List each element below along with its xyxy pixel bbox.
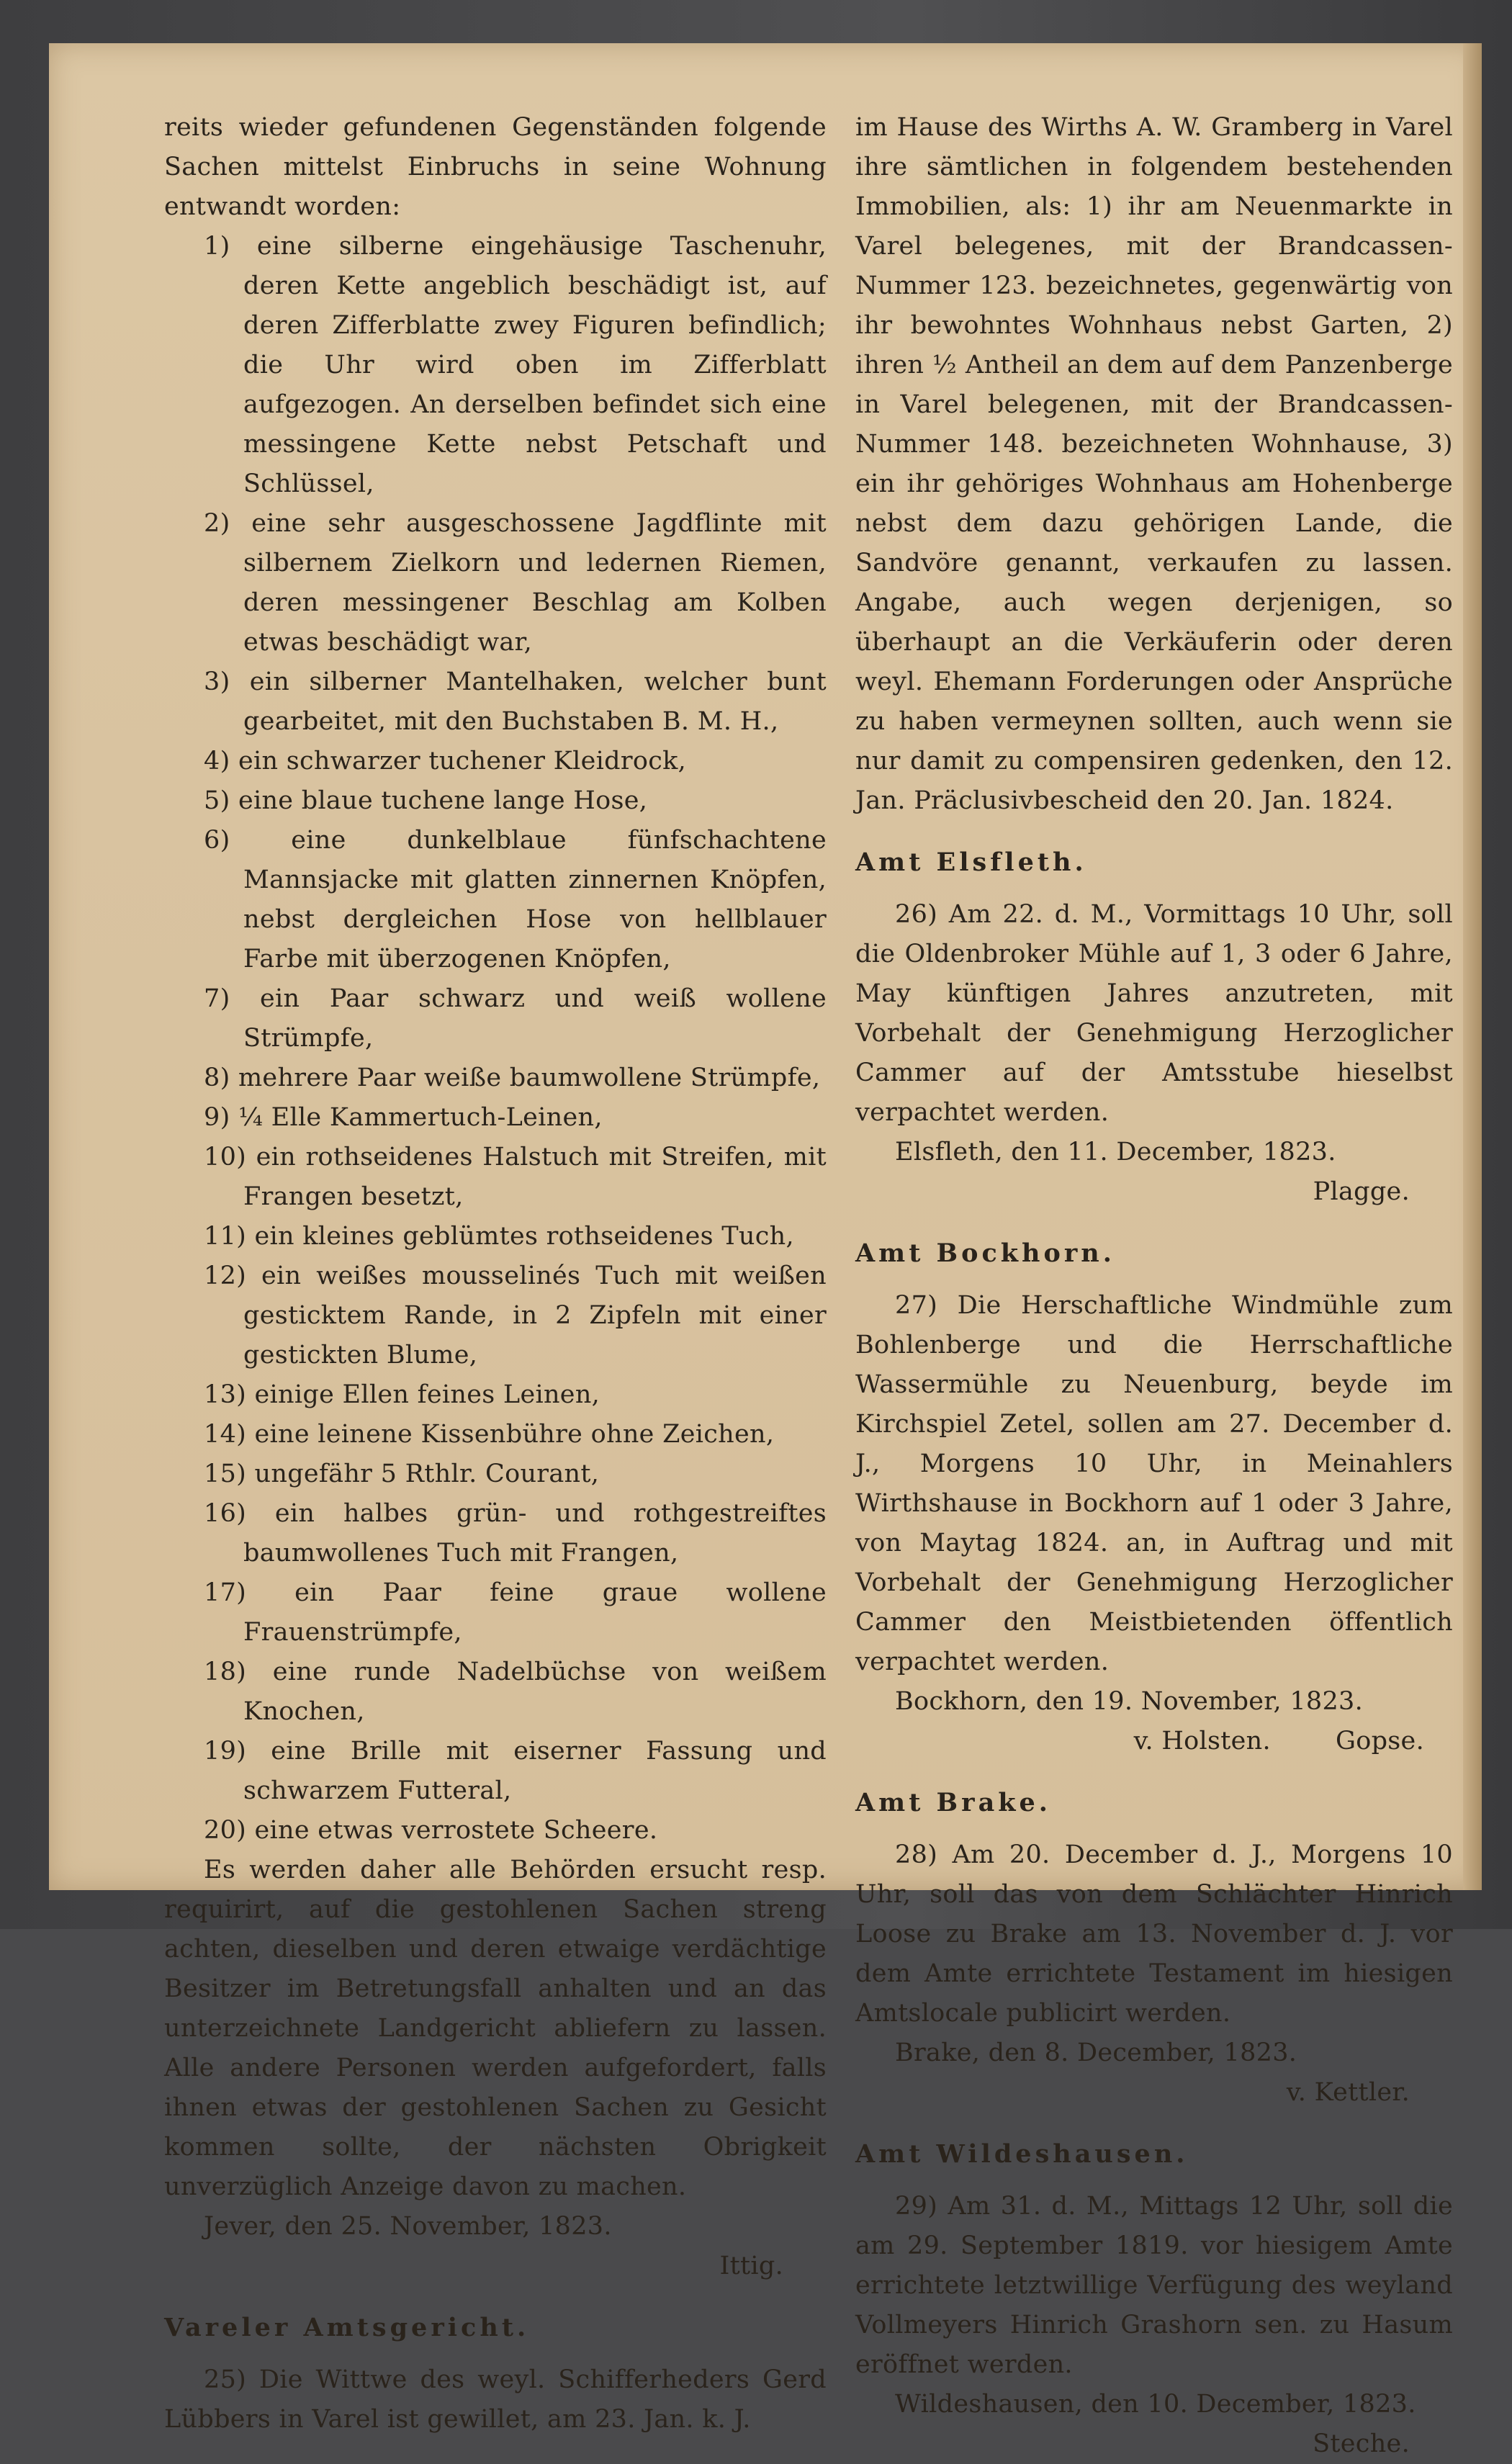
list-item: 18) eine runde Nadelbüchse von weißem Knochen,: [204, 1658, 827, 1726]
section-heading: Amt Elsfleth.: [855, 847, 1087, 877]
list-item: 5) eine blaue tuchene lange Hose,: [204, 786, 648, 815]
list-item: 9) ¼ Elle Kammertuch-Leinen,: [204, 1103, 603, 1132]
document-page: [49, 43, 1482, 2458]
continuation-paragraph: im Hause des Wirths A. W. Gramberg in Varel ihre sämtlichen in folgendem bestehenden Immobilien, als: 1) ihr am Neuenmarkte in Varel belegenes, mit der Brandcassen-Nummer 123. bezeichnetes, gegenwärtig von ihr bewohntes Wohnhaus nebst Garten, 2) ihren ½ Antheil an dem auf dem Panzenberge in Varel belegenen, mit der Brandcassen-Nummer 148. bezeichneten Wohnhause, 3) ein ihr gehöriges Wohnhaus am Hohenberge nebst dem dazu gehörigen Lande, die Sandvöre genannt, verkaufen zu lassen. Angabe, auch wegen derjenigen, so überhaupt an die Verkäuferin oder deren weyl. Ehemann Forderungen oder Ansprüche zu haben vermeynen sollten, auch wenn sie nur damit zu compensiren gedenken, den 12. Jan. Präclusivbescheid den 20. Jan. 1824.: [855, 113, 1453, 815]
signature: Steche.: [1313, 2429, 1410, 2458]
signature: Gopse.: [1335, 1727, 1424, 1755]
notice-paragraph: 28) Am 20. December d. J., Morgens 10 Uhr, soll das von dem Schlächter Hinrich Loose zu Brake am 13. November d. J. vor dem Amte errichtete Testament im hiesigen Amtslocale publicirt werden.: [855, 1840, 1453, 2028]
left-column: [164, 108, 827, 2440]
signature: v. Kettler.: [1286, 2078, 1410, 2107]
place-date: Bockhorn, den 19. November, 1823.: [895, 1687, 1364, 1716]
list-item: 7) ein Paar schwarz und weiß wollene Strümpfe,: [204, 984, 827, 1053]
place-date: Jever, den 25. November, 1823.: [204, 2212, 612, 2241]
section-heading: Amt Wildeshausen.: [855, 2139, 1189, 2169]
right-column: [855, 108, 1453, 2464]
place-date: Wildeshausen, den 10. December, 1823.: [895, 2390, 1416, 2419]
list-item: 12) ein weißes mousselinés Tuch mit weißen gesticktem Rande, in 2 Zipfeln mit einer gestickten Blume,: [204, 1262, 827, 1370]
list-item: 19) eine Brille mit eiserner Fassung und schwarzem Futteral,: [204, 1737, 827, 1805]
list-item: 15) ungefähr 5 Rthlr. Courant,: [204, 1460, 600, 1488]
list-item: 10) ein rothseidenes Halstuch mit Streifen, mit Frangen besetzt,: [204, 1143, 827, 1211]
list-item: 2) eine sehr ausgeschossene Jagdflinte mit silbernem Zielkorn und ledernen Riemen, deren messingener Beschlag am Kolben etwas beschädigt war,: [204, 509, 827, 657]
list-item: 8) mehrere Paar weiße baumwollene Strümpfe,: [204, 1064, 821, 1092]
list-item: 20) eine etwas verrostete Scheere.: [204, 1816, 658, 1845]
list-item: 4) ein schwarzer tuchener Kleidrock,: [204, 747, 687, 775]
list-item: 17) ein Paar feine graue wollene Frauenstrümpfe,: [204, 1578, 827, 1647]
list-item: 6) eine dunkelblaue fünfschachtene Mannsjacke mit glatten zinnernen Knöpfen, nebst dergleichen Hose von hellblauer Farbe mit überzogenen Knöpfen,: [204, 826, 827, 974]
signature: v. Holsten.: [1133, 1727, 1271, 1755]
signature: Ittig.: [719, 2252, 783, 2280]
signature: Plagge.: [1313, 1177, 1410, 1206]
section-heading: Amt Bockhorn.: [855, 1238, 1115, 1268]
list-item: 3) ein silberner Mantelhaken, welcher bunt gearbeitet, mit den Buchstaben B. M. H.,: [204, 667, 827, 736]
intro-paragraph: reits wieder gefundenen Gegenständen folgende Sachen mittelst Einbruchs in seine Wohnung entwandt worden:: [164, 113, 827, 221]
place-date: Brake, den 8. December, 1823.: [895, 2038, 1297, 2067]
list-item: 11) ein kleines geblümtes rothseidenes Tuch,: [204, 1222, 794, 1251]
list-item: 1) eine silberne eingehäusige Taschenuhr, deren Kette angeblich beschädigt ist, auf deren Zifferblatte zwey Figuren befindlich; die Uhr wird oben im Zifferblatt aufgezogen. An derselben befindet sich eine messingene Kette nebst Petschaft und Schlüssel,: [204, 232, 827, 498]
list-item: 13) einige Ellen feines Leinen,: [204, 1380, 600, 1409]
section-heading: Amt Brake.: [855, 1788, 1051, 1817]
notice-paragraph: 25) Die Wittwe des weyl. Schifferheders Gerd Lübbers in Varel ist gewillet, am 23. Jan. k. J.: [164, 2365, 827, 2434]
place-date: Elsfleth, den 11. December, 1823.: [895, 1138, 1336, 1166]
notice-paragraph: 29) Am 31. d. M., Mittags 12 Uhr, soll die am 29. September 1819. vor hiesigem Amte errichtete letztwillige Verfügung des weyland Vollmeyers Hinrich Grashorn sen. zu Hasum eröffnet werden.: [855, 2192, 1453, 2379]
signature-pair: [855, 1722, 1453, 1761]
notice-paragraph: 26) Am 22. d. M., Vormittags 10 Uhr, soll die Oldenbroker Mühle auf 1, 3 oder 6 Jahre, May künftigen Jahres anzutreten, mit Vorbehalt der Genehmigung Herzoglicher Cammer auf der Amtsstube hieselbst verpachtet werden.: [855, 900, 1453, 1127]
stolen-items-list: [164, 227, 827, 1851]
list-item: 14) eine leinene Kissenbühre ohne Zeichen,: [204, 1420, 775, 1449]
section-heading: Vareler Amtsgericht.: [164, 2313, 530, 2342]
notice-paragraph: 27) Die Herschaftliche Windmühle zum Bohlenberge und die Herrschaftliche Wassermühle zu Neuenburg, beyde im Kirchspiel Zetel, sollen am 27. December d. J., Morgens 10 Uhr, in Meinahlers Wirthshause in Bockhorn auf 1 oder 3 Jahre, von Maytag 1824. an, in Auftrag und mit Vorbehalt der Genehmigung Herzoglicher Cammer den Meistbietenden öffentlich verpachtet werden.: [855, 1291, 1453, 1676]
page-edge: [1463, 43, 1482, 1890]
list-item: 16) ein halbes grün- und rothgestreiftes baumwollenes Tuch mit Frangen,: [204, 1499, 827, 1568]
closing-paragraph: Es werden daher alle Behörden ersucht resp. requirirt, auf die gestohlenen Sachen streng achten, dieselben und deren etwaige verdächtige Besitzer im Betretungsfall anhalten und an das unterzeichnete Landgericht abliefern zu lassen. Alle andere Personen werden aufgefordert, falls ihnen etwas der gestohlenen Sachen zu Gesicht kommen sollte, der nächsten Obrigkeit unverzüglich Anzeige davon zu machen.: [164, 1856, 827, 2201]
